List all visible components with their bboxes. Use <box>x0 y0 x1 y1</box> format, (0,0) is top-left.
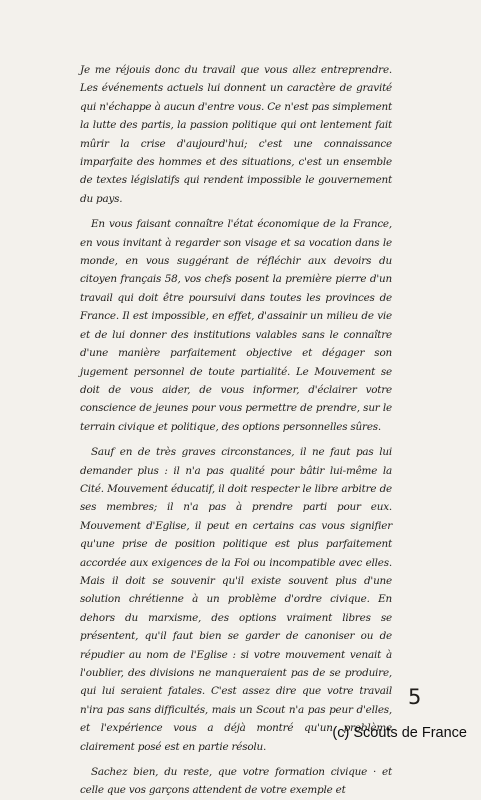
paragraph-4: Sachez bien, du reste, que votre formation civique · et celle que vos garçons attendent de votre exemple et <box>80 766 392 797</box>
copyright-watermark: (c) Scouts de France <box>332 725 467 741</box>
paragraph-1: Je me réjouis donc du travail que vous allez entreprendre. Les événements actuels lui donnent un caractère de gravité qui n'échappe à aucun d'entre vous. Ce n'est pas simplement la lutte des partis, la passion politique qui ont lentement fait mûrir la crise d'aujourd'hui; c'est une connaissance imparfaite des hommes et des situations, c'est un ensemble de textes législatifs qui rendent impossible le gouvernement du pays. <box>80 64 392 205</box>
paragraph-3: Sauf en de très graves circonstances, il ne faut pas lui demander plus : il n'a pas qualité pour bâtir lui-même la Cité. Mouvement éducatif, il doit respecter le libre arbitre de ses membres; il n'a pas à prendre parti pour eux. Mouvement d'Eglise, il peut en certains cas vous signifier qu'une prise de position politique est plus parfaitement accordée aux exigences de la Foi ou incompatible avec elles. Mais il doit se souvenir qu'il existe souvent plus d'une solution chrétienne à un problème d'ordre civique. En dehors du marxisme, des options vraiment libres se présentent, qu'il faut bien se garder de canoniser ou de répudier au nom de l'Eglise : si votre mouvement venait à l'oublier, des divisions ne manqueraient pas de se produire, qui lui seraient fatales. C'est assez dire que votre travail n'ira pas sans difficultés, mais un Scout n'a pas peur d'elles, et l'expérience vous a déjà montré qu'un problème clairement posé est en partie résolu. <box>80 446 392 753</box>
body-text <box>80 61 392 800</box>
page-number: 5 <box>408 685 422 709</box>
paragraph-2: En vous faisant connaître l'état économique de la France, en vous invitant à regarder son visage et sa vocation dans le monde, en vous suggérant de réfléchir aux devoirs du citoyen français 58, vos chefs posent la première pierre d'un travail qui doit être poursuivi dans toutes les provinces de France. Il est impossible, en effet, d'assainir un milieu de vie et de lui donner des institutions valables sans le connaître d'une manière parfaitement objective et dégager son jugement personnel de toute partialité. Le Mouvement se doit de vous aider, de vous informer, d'éclairer votre conscience de jeunes pour vous permettre de prendre, sur le terrain civique et politique, des options personnelles sûres. <box>80 218 392 433</box>
